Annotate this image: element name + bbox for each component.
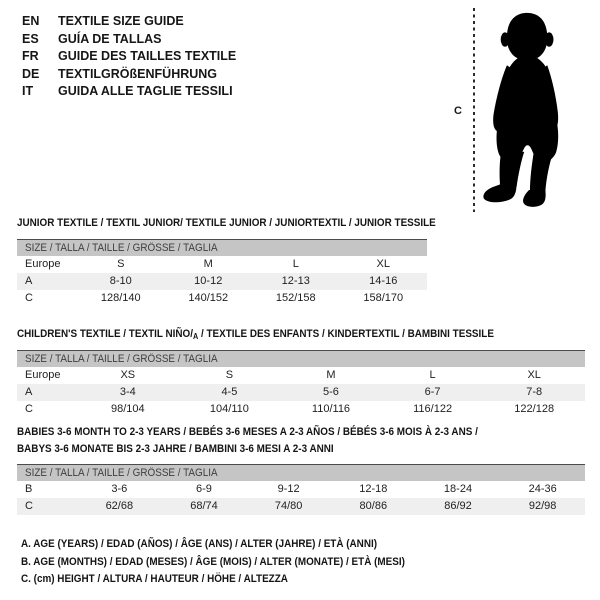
babies-heading-line1: BABIES 3-6 MONTH TO 2-3 YEARS / BEBÉS 3-6 MESES A 2-3 AÑOS / BÉBÉS 3-6 MOIS À 2-3 ANS / bbox=[17, 426, 478, 438]
lang-code: FR bbox=[22, 49, 39, 63]
lang-code: IT bbox=[22, 84, 34, 98]
size-cell: 24-36 bbox=[528, 483, 557, 495]
size-header-label: SIZE / TALLA / TAILLE / GRÖSSE / TAGLIA bbox=[25, 467, 218, 479]
size-cell: S bbox=[225, 369, 234, 381]
babies-section-heading bbox=[17, 425, 529, 457]
table-row bbox=[17, 384, 585, 401]
footnote-c-text: C. (cm) HEIGHT / ALTURA / HAUTEUR / HÖHE / ALTEZZA bbox=[21, 573, 288, 585]
size-cell: 3-6 bbox=[111, 483, 128, 495]
size-cell: 6-9 bbox=[196, 483, 212, 495]
size-cell: 92/98 bbox=[528, 500, 557, 512]
row-label: C bbox=[25, 500, 33, 512]
size-cell: 140/152 bbox=[188, 292, 229, 304]
size-cell: 12-13 bbox=[281, 275, 310, 287]
size-cell: M bbox=[203, 258, 213, 270]
footnote-legend bbox=[21, 536, 448, 589]
lang-row-de bbox=[22, 66, 236, 84]
lang-title: GUIDE DES TAILLES TEXTILE bbox=[58, 49, 237, 63]
lang-code: DE bbox=[22, 66, 40, 81]
size-cell: L bbox=[292, 258, 299, 270]
size-cell: 12-18 bbox=[359, 483, 388, 495]
footnote-c bbox=[21, 571, 448, 589]
row-label: Europe bbox=[25, 258, 61, 270]
size-header-bar bbox=[17, 464, 585, 481]
baby-silhouette bbox=[481, 10, 577, 210]
size-cell: 158/170 bbox=[363, 292, 404, 304]
size-cell: 74/80 bbox=[274, 500, 303, 512]
row-label: A bbox=[25, 386, 33, 398]
size-header-label: SIZE / TALLA / TAILLE / GRÖSSE / TAGLIA bbox=[25, 242, 218, 254]
size-cell: 128/140 bbox=[100, 292, 141, 304]
lang-title: TEXTILGRÖßENFÜHRUNG bbox=[58, 66, 218, 81]
size-cell: 98/104 bbox=[110, 403, 145, 415]
row-label: A bbox=[25, 275, 33, 287]
row-label: C bbox=[25, 403, 33, 415]
size-cell: 80/86 bbox=[359, 500, 388, 512]
lang-row-en bbox=[22, 13, 236, 31]
size-cell: M bbox=[326, 369, 336, 381]
table-row bbox=[17, 256, 427, 273]
size-cell: 7-8 bbox=[526, 386, 543, 398]
table-row bbox=[17, 498, 585, 515]
row-label: B bbox=[25, 483, 33, 495]
junior-section-heading bbox=[17, 216, 482, 231]
size-cell: 116/122 bbox=[413, 403, 453, 415]
babies-size-table bbox=[17, 464, 585, 515]
size-cell: 122/128 bbox=[514, 403, 555, 415]
size-cell: 4-5 bbox=[221, 386, 238, 398]
size-header-bar bbox=[17, 239, 427, 256]
size-cell: 3-4 bbox=[119, 386, 136, 398]
size-cell: 62/68 bbox=[105, 500, 134, 512]
row-label: C bbox=[25, 292, 33, 304]
size-cell: 104/110 bbox=[209, 403, 249, 415]
size-header-label: SIZE / TALLA / TAILLE / GRÖSSE / TAGLIA bbox=[25, 353, 218, 365]
footnote-a-text: A. AGE (YEARS) / EDAD (AÑOS) / ÂGE (ANS) / ALTER (JAHRE) / ETÀ (ANNI) bbox=[21, 538, 378, 550]
lang-code: EN bbox=[22, 14, 40, 28]
table-row bbox=[17, 481, 585, 498]
children-section-heading bbox=[17, 327, 547, 344]
language-title-list bbox=[22, 13, 236, 101]
size-cell: 18-24 bbox=[443, 483, 473, 495]
size-header-bar bbox=[17, 350, 585, 367]
lang-row-es bbox=[22, 31, 236, 49]
children-size-table bbox=[17, 350, 585, 418]
table-row bbox=[17, 290, 427, 307]
lang-title: TEXTILE SIZE GUIDE bbox=[58, 14, 184, 28]
size-cell: 10-12 bbox=[194, 275, 223, 287]
size-cell: XL bbox=[376, 258, 390, 270]
junior-heading-text: JUNIOR TEXTILE / TEXTIL JUNIOR/ TEXTILE JUNIOR / JUNIORTEXTIL / JUNIOR TESSILE bbox=[17, 217, 436, 229]
size-cell: XL bbox=[527, 369, 541, 381]
size-cell: 110/116 bbox=[311, 403, 351, 415]
size-cell: 5-6 bbox=[323, 386, 339, 398]
junior-size-table bbox=[17, 239, 427, 307]
table-row bbox=[17, 367, 585, 384]
lang-row-it bbox=[22, 83, 236, 101]
footnote-a bbox=[21, 536, 448, 554]
row-label: Europe bbox=[25, 369, 61, 381]
children-heading-text bbox=[17, 327, 494, 344]
lang-title: GUIDA ALLE TAGLIE TESSILI bbox=[58, 84, 233, 98]
lang-title: GUÍA DE TALLAS bbox=[58, 31, 162, 46]
babies-heading-line2: BABYS 3-6 MONATE BIS 2-3 JAHRE / BAMBINI 3-6 MESI A 2-3 ANNI bbox=[17, 443, 334, 455]
footnote-b-text: B. AGE (MONTHS) / EDAD (MESES) / ÂGE (MOIS) / ALTER (MONATE) / ETÀ (MESI) bbox=[21, 555, 405, 568]
footnote-b bbox=[21, 554, 448, 572]
size-cell: 6-7 bbox=[424, 386, 441, 398]
size-cell: L bbox=[429, 369, 436, 381]
children-heading-pre: CHILDREN'S TEXTILE / TEXTIL NIÑO/ bbox=[17, 328, 193, 340]
table-row bbox=[17, 273, 427, 290]
size-cell: 9-12 bbox=[277, 483, 300, 495]
children-heading-sub: A bbox=[192, 332, 199, 341]
lang-row-fr bbox=[22, 48, 236, 66]
size-cell: 86/92 bbox=[444, 500, 472, 512]
size-cell: 68/74 bbox=[190, 500, 218, 512]
size-cell: 14-16 bbox=[369, 275, 398, 287]
size-cell: S bbox=[117, 258, 125, 270]
size-cell: 152/158 bbox=[275, 292, 316, 304]
lang-code: ES bbox=[22, 31, 39, 46]
children-heading-post: / TEXTILE DES ENFANTS / KINDERTEXTIL / BAMBINI TESSILE bbox=[198, 328, 494, 340]
height-measure-dotted-line bbox=[473, 8, 475, 212]
table-row bbox=[17, 401, 585, 418]
size-cell: XS bbox=[120, 369, 136, 381]
height-measure-label: C bbox=[454, 105, 462, 117]
size-cell: 8-10 bbox=[109, 275, 132, 287]
